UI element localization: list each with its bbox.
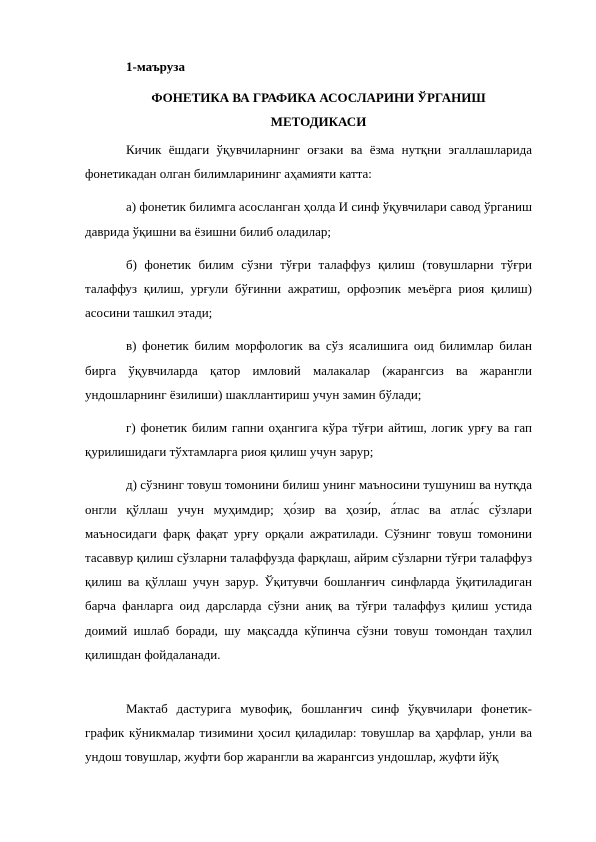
paragraph-item-a: а) фонетик билимга асосланган ҳолда И синф ўқувчилари савод ўрганиш даврида ўқишни ва ёзишни билиб оладилар; xyxy=(85,199,532,239)
paragraph-item-b: б) фонетик билим сўзни тўғри талаффуз қилиш (товушларни тўғри талаффуз қилиш, урғули бўғинни ажратиш, орфоэпик меъёрга риоя қилиш) асосини ташкил этади; xyxy=(85,256,532,321)
lecture-number: 1-маъруза xyxy=(126,59,185,74)
paragraph-curriculum: Мактаб дастурига мувофиқ, бошланғич синф ўқувчилари фонетик-график кўникмалар тизимини ҳосил қиладилар: товушлар ва ҳарфлар, унли ва ундош товушлар, жуфти бор жарангли ва жарангсиз ундошлар, жуфти йўқ xyxy=(85,701,532,765)
title-line-1: ФОНЕТИКА ВА ГРАФИКА АСОСЛАРИНИ ЎРГАНИШ xyxy=(151,90,486,105)
paragraph-item-d: д) сўзнинг товуш томонини билиш унинг маъносини тушуниш ва нутқда онгли қўллаш учун муҳимдир; ҳо́зир ва ҳози́р, а́тлас ва атла́с сўзлари маъносидаги фарқ фақат урғу орқали ажратилади. Сўзнинг товуш томонини тасаввур қилиш сўзларни талаффузда фарқлаш, айрим сўзларни тўғри талаффуз қилиш ва қўллаш учун зарур. Ўқитувчи бошланғич синфларда ўқитиладиган барча фанларга оид дарсларда сўзни аниқ ва тўғри талаффуз қилиш устида доимий ишлаб боради, шу мақсадда кўпинча сўзни товуш томондан таҳлил қилишдан фойдаланади. xyxy=(85,477,532,662)
document-page xyxy=(85,58,532,779)
paragraph-item-g: г) фонетик билим гапни оҳангига кўра тўғри айтиш, логик урғу ва гап қурилишидаги тўхтамларга риоя қилиш учун зарур; xyxy=(85,420,532,460)
document-title xyxy=(85,86,532,134)
paragraph-item-v: в) фонетик билим морфологик ва сўз ясалишига оид билимлар билан бирга ўқувчиларда қатор имловий малакалар (жарангсиз ва жарангли ундошларнинг ёзилиши) шакллантириш учун замин бўлади; xyxy=(85,338,532,402)
paragraph-intro: Кичик ёшдаги ўқувчиларнинг оғзаки ва ёзма нутқни эгаллашларида фонетикадан олган билимларининг аҳамияти катта: xyxy=(85,142,532,182)
title-line-2: МЕТОДИКАСИ xyxy=(270,114,367,129)
